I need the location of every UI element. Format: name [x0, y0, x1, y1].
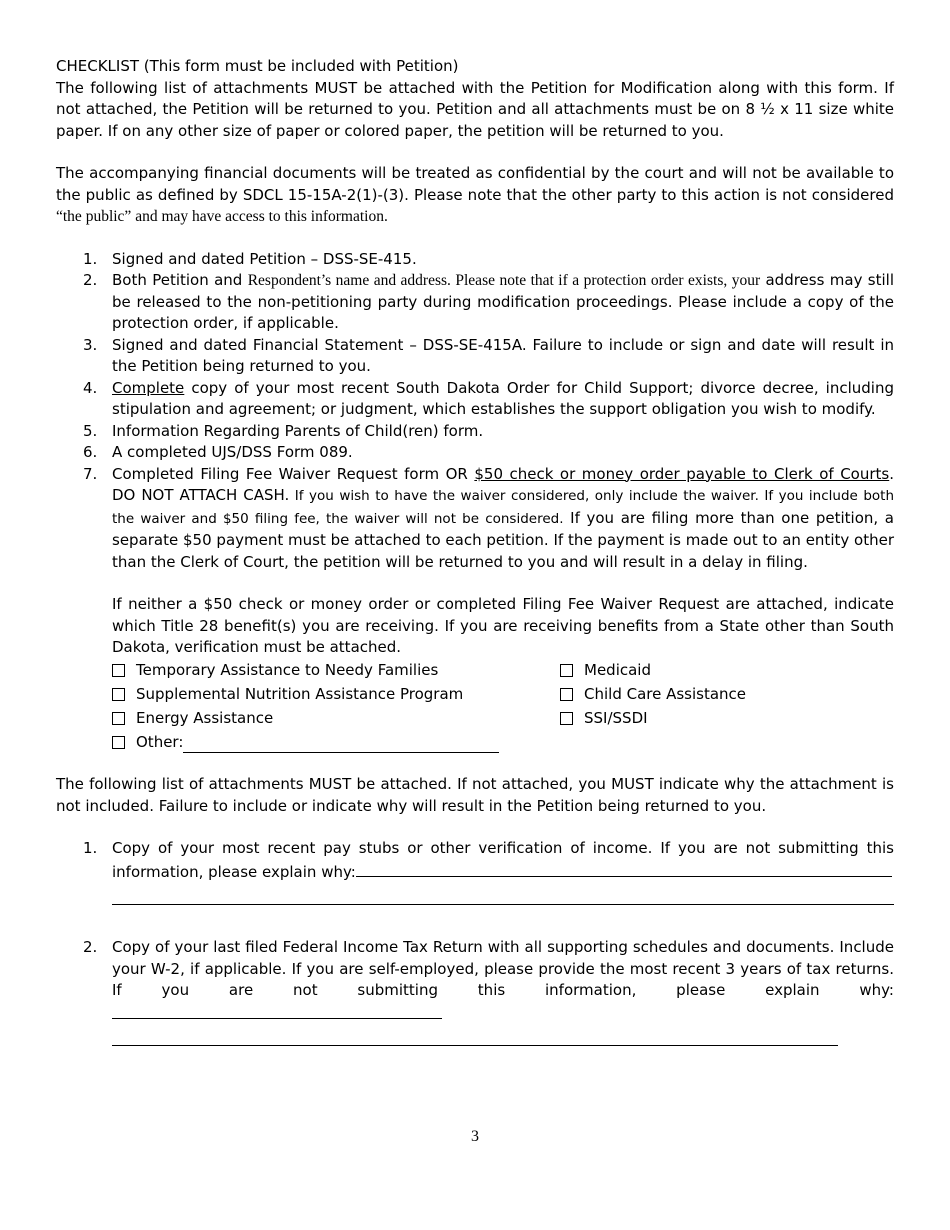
benefits-section — [56, 594, 894, 753]
checkbox-icon[interactable] — [560, 664, 573, 677]
item-text: Both Petition and — [112, 271, 248, 289]
item-text: A completed UJS/DSS Form 089. — [112, 443, 353, 461]
waiver-note: If you wish to have the waiver considered, only include the waiver. If you include both the waiver and $50 filing fee, the waiver will not be considered. — [112, 488, 895, 527]
checkbox-icon[interactable] — [560, 688, 573, 701]
intro-paragraph: The following list of attachments MUST be attached with the Petition for Modification along with this form. If not attached, the Petition will be returned to you. Petition and all attachments must be on 8 ½ x 11 size white paper. If on any other size of paper or colored paper, the petition will be returned to you. — [56, 78, 894, 140]
explain-why-field[interactable] — [112, 1002, 442, 1019]
checkbox-tanf[interactable] — [112, 660, 560, 682]
explain-attachments-list — [56, 838, 894, 905]
explain-why-field[interactable] — [356, 860, 892, 877]
explain-why-line[interactable] — [112, 904, 894, 905]
item-number: 4. — [83, 378, 98, 397]
item-number: 2. — [83, 938, 98, 956]
explain-attachments-list-2 — [56, 937, 894, 1046]
item-number: 5. — [83, 421, 98, 440]
confidential-text: The accompanying financial documents will be treated as confidential by the court and will not be available to the public as defined by SDCL 15-15A-2(1)-(3). Please note that the other party to this action is not considered — [56, 164, 894, 204]
list-item — [56, 937, 894, 1046]
checkbox-other[interactable] — [112, 732, 560, 754]
list-item — [56, 378, 894, 421]
checkbox-label: Supplemental Nutrition Assistance Program — [136, 684, 464, 703]
item-text: copy of your most recent South Dakota Order for Child Support; divorce decree, including stipulation and agreement; or judgment, which establishes the support obligation you wish to modify. — [112, 378, 894, 418]
checkbox-energy[interactable] — [112, 708, 560, 730]
list-item — [56, 270, 894, 335]
item-text: Signed and dated Petition – DSS-SE-415. — [112, 249, 417, 268]
no-cash-warning: DO NOT ATTACH CASH. — [112, 486, 290, 504]
item-number: 7. — [83, 464, 98, 483]
list-item — [56, 421, 894, 443]
item-number: 2. — [83, 271, 98, 289]
benefits-checkbox-grid — [112, 660, 894, 754]
item-text-serif: Respondent’s name and address. Please note that if a protection order exists, your — [247, 272, 761, 289]
checkbox-label: Medicaid — [584, 660, 651, 679]
list-item — [56, 335, 894, 378]
item-text: . — [889, 464, 894, 483]
checkbox-label: Other: — [136, 732, 184, 751]
page-number: 3 — [471, 1128, 479, 1145]
confidential-paragraph — [56, 163, 894, 228]
checkbox-icon[interactable] — [112, 688, 125, 701]
item-number: 3. — [83, 335, 98, 354]
item-text: Copy of your most recent pay stubs or other verification of income. If you are not submitting this information, please explain why: — [112, 839, 894, 881]
item-text: Information Regarding Parents of Child(ren) form. — [112, 421, 484, 440]
checkbox-icon[interactable] — [560, 712, 573, 725]
checkbox-icon[interactable] — [112, 712, 125, 725]
list-item — [56, 838, 894, 905]
section2-intro: The following list of attachments MUST be attached. If not attached, you MUST indicate why the attachment is not included. Failure to include or indicate why will result in the Petition being returned to you. — [56, 775, 894, 815]
checkbox-child-care[interactable] — [560, 684, 894, 706]
item-text: Signed and dated Financial Statement – DSS-SE-415A. Failure to include or sign and date will result in the Petition being returned to you. — [112, 335, 894, 375]
required-attachments-list — [56, 249, 894, 574]
fee-payment-underline: $50 check or money order payable to Clerk of Courts — [474, 464, 890, 483]
checkbox-icon[interactable] — [112, 736, 125, 749]
item-text: Copy of your last filed Federal Income Tax Return with all supporting schedules and documents. Include your W-2, if applicable. If you are self-employed, please provide the most recent 3 years of tax returns. If you are not submitting this information, please explain why: — [112, 938, 894, 999]
list-item — [56, 464, 894, 574]
benefits-instructions: If neither a $50 check or money order or completed Filing Fee Waiver Request are attached, indicate which Title 28 benefit(s) you are receiving. If you are receiving benefits from a State other than South Dakota, verification must be attached. — [112, 595, 894, 656]
checkbox-label: Child Care Assistance — [584, 684, 747, 703]
checkbox-snap[interactable] — [112, 684, 560, 706]
item-number: 1. — [83, 249, 98, 268]
checkbox-medicaid[interactable] — [560, 660, 894, 682]
item-text: address may still be released to the non-petitioning party during modification proceedings. Please include a copy of the protection order, if applicable. — [112, 271, 895, 332]
confidential-text-serif: “the public” and may have access to this information. — [56, 208, 388, 225]
emphasis-underline: Complete — [112, 378, 185, 397]
other-benefit-field[interactable] — [183, 736, 499, 753]
checkbox-label: Temporary Assistance to Needy Families — [136, 660, 439, 679]
list-item — [56, 249, 894, 271]
checklist-page — [56, 56, 894, 1046]
checkbox-icon[interactable] — [112, 664, 125, 677]
checkbox-label: Energy Assistance — [136, 708, 274, 727]
item-number: 1. — [83, 839, 98, 857]
list-item — [56, 442, 894, 464]
checkbox-ssi[interactable] — [560, 708, 894, 730]
item-number: 6. — [83, 443, 98, 461]
item-text: Completed Filing Fee Waiver Request form OR — [112, 464, 475, 483]
explain-why-line[interactable] — [112, 1045, 838, 1046]
item-text: If you are filing more than one petition, a separate $50 payment must be attached to each petition. If the payment is made out to an entity other than the Clerk of Court, the petition will be returned to you and will result in a delay in filing. — [112, 508, 894, 571]
checklist-title: CHECKLIST (This form must be included with Petition) — [56, 57, 459, 75]
checkbox-label: SSI/SSDI — [584, 708, 648, 727]
